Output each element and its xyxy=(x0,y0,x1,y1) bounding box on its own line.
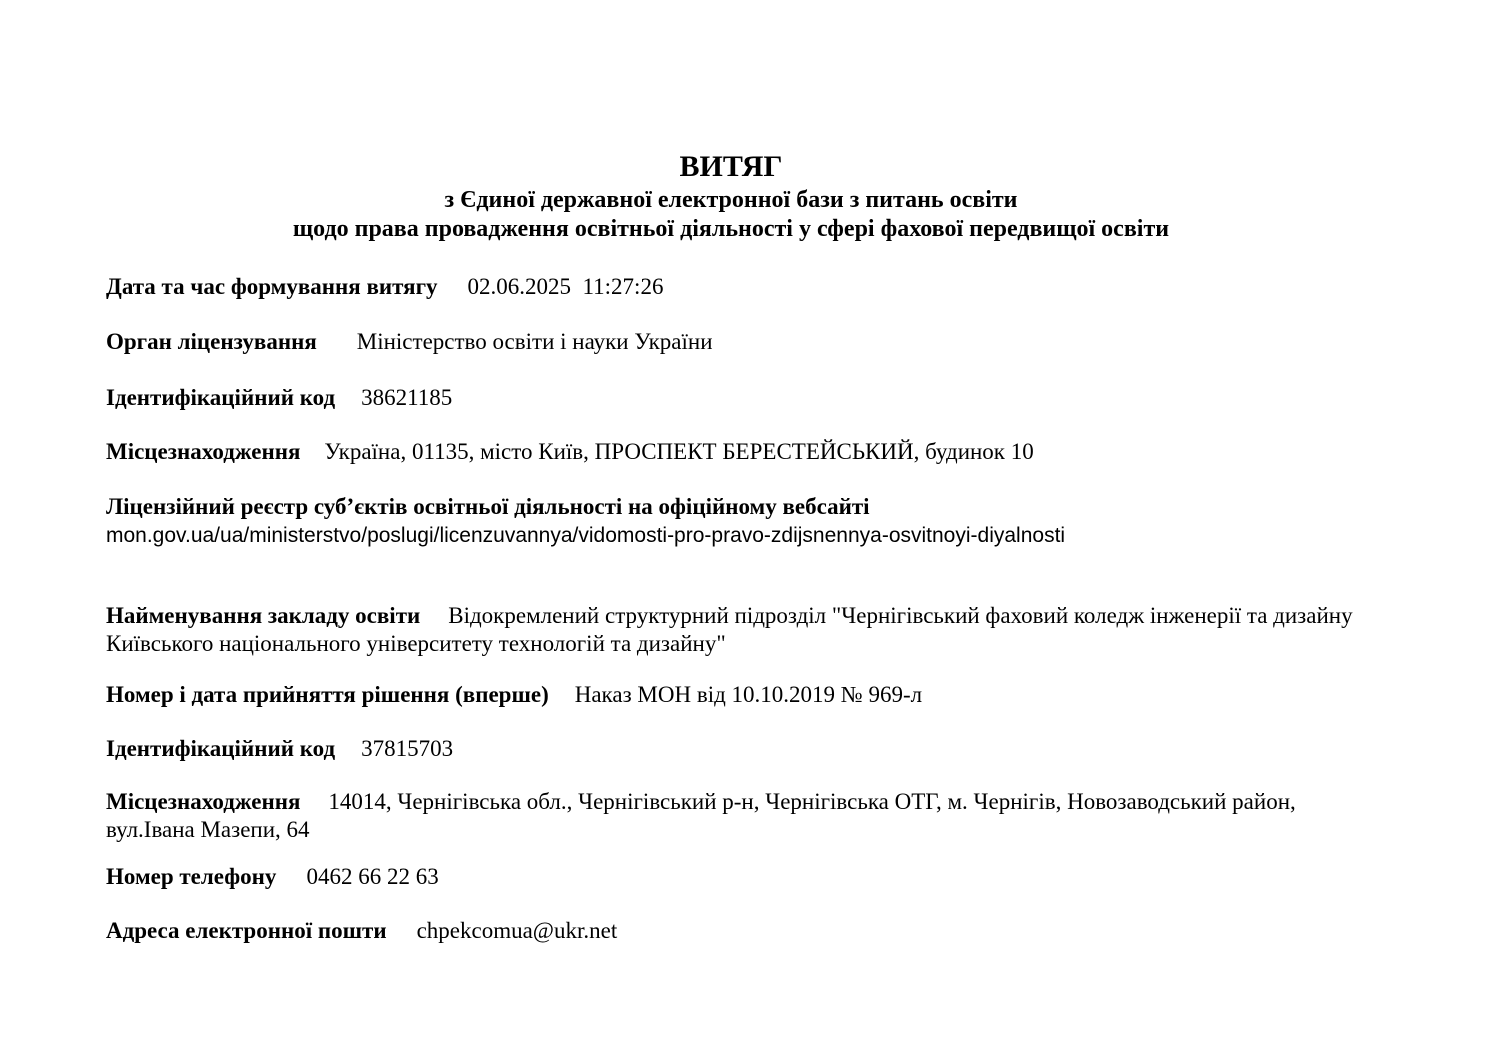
body-location-label: Місцезнаходження xyxy=(106,439,301,464)
email-field xyxy=(106,917,1366,945)
body-code-label: Ідентифікаційний код xyxy=(106,385,336,410)
generated-time: 11:27:26 xyxy=(582,274,664,299)
generated-field xyxy=(106,273,1366,301)
document-subtitle-line2: щодо права провадження освітньої діяльності у сфері фахової передвищої освіти xyxy=(292,216,1170,242)
institution-name-field xyxy=(106,602,1366,658)
body-code-field xyxy=(106,384,1366,412)
licensing-body-label: Орган ліцензування xyxy=(106,329,317,354)
institution-code-field xyxy=(106,735,1366,763)
licensing-body-value: Міністерство освіти і науки України xyxy=(356,329,713,354)
institution-code-value: 37815703 xyxy=(361,736,454,761)
institution-location-label: Місцезнаходження xyxy=(106,789,301,814)
body-location-field xyxy=(106,438,1366,466)
decision-label: Номер і дата прийняття рішення (вперше) xyxy=(106,682,549,707)
decision-field xyxy=(106,681,1366,709)
decision-value: Наказ МОН від 10.10.2019 № 969-л xyxy=(574,682,923,707)
licensing-body-field xyxy=(106,328,1366,356)
generated-label: Дата та час формування витягу xyxy=(106,274,438,299)
phone-value: 0462 66 22 63 xyxy=(306,864,439,889)
registry-field xyxy=(106,493,1366,551)
registry-url[interactable]: mon.gov.ua/ua/ministerstvo/poslugi/licenzuvannya/vidomosti-pro-pravo-zdijsnennya-osvitnoyi-diyalnosti xyxy=(106,524,1066,547)
registry-label: Ліцензійний реєстр суб’єктів освітньої діяльності на офіційному вебсайті xyxy=(106,494,870,519)
body-location-value: Україна, 01135, місто Київ, ПРОСПЕКТ БЕРЕСТЕЙСЬКИЙ, будинок 10 xyxy=(324,439,1034,464)
institution-location-value: 14014, Чернігівська обл., Чернігівський р-н, Чернігівська ОТГ, м. Чернігів, Новозаводський район, вул.Івана Мазепи, 64 xyxy=(106,789,1296,842)
document-header xyxy=(0,148,1462,244)
email-label: Адреса електронної пошти xyxy=(106,918,387,943)
institution-name-value: Відокремлений структурний підрозділ "Чернігівський фаховий коледж інженерії та дизайну Київського національного університету технологій та дизайну" xyxy=(106,603,1353,656)
institution-name-label: Найменування закладу освіти xyxy=(106,603,421,628)
generated-date: 02.06.2025 xyxy=(467,274,572,299)
document-subtitle-line1: з Єдиної державної електронної бази з питань освіти xyxy=(444,187,1018,213)
email-value[interactable]: chpekcomua@ukr.net xyxy=(416,918,618,943)
phone-field xyxy=(106,863,1366,891)
body-code-value: 38621185 xyxy=(361,385,453,410)
phone-label: Номер телефону xyxy=(106,864,277,889)
institution-location-field xyxy=(106,788,1366,844)
document-title: ВИТЯГ xyxy=(679,150,783,183)
institution-code-label: Ідентифікаційний код xyxy=(106,736,336,761)
